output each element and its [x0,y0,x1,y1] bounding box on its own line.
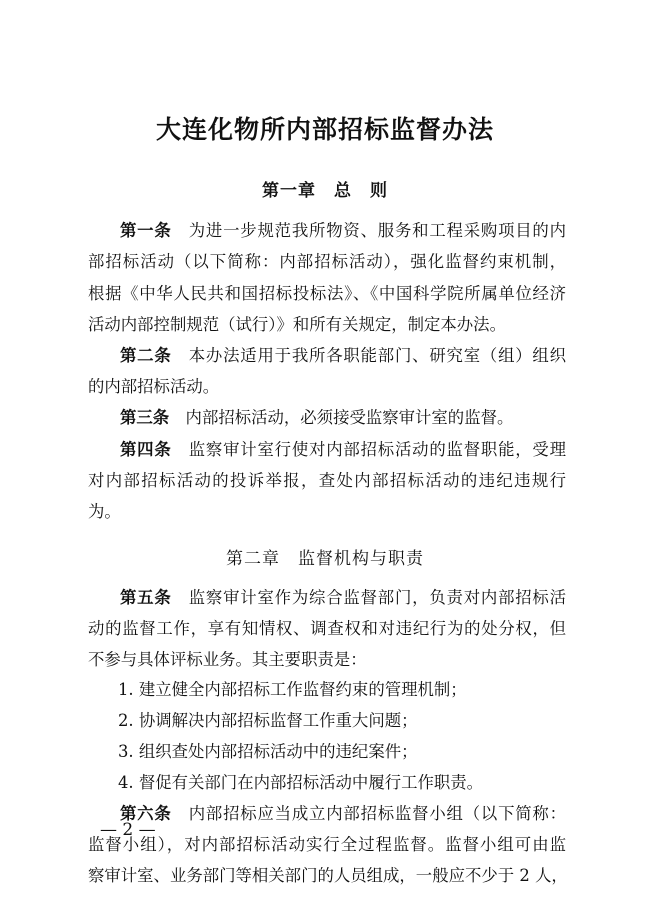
article-3-label: 第三条 [120,408,170,427]
document-title: 大连化物所内部招标监督办法 [155,115,494,144]
article-5-line-3: 不参与具体评标业务。其主要职责是： [88,650,367,669]
article-5-item-3: 3. 组织查处内部招标活动中的违纪案件； [118,742,418,761]
article-4-line-3: 为。 [88,502,121,521]
article-5-item-2: 2. 协调解决内部招标监督工作重大问题； [118,711,418,730]
article-6-line-3: 察审计室、业务部门等相关部门的人员组成，一般应不少于 2 人， [88,866,568,885]
article-1-text: 为进一步规范我所物资、服务和工程采购项目的内 [171,221,567,240]
article-1-line-4: 活动内部控制规范（试行）》和所有关规定，制定本办法。 [88,315,506,334]
chapter-1-heading: 第一章 总 则 [262,181,388,201]
article-3-text: 内部招标活动，必须接受监察审计室的监督。 [169,408,514,427]
article-5-item-4: 4. 督促有关部门在内部招标活动中履行工作职责。 [118,773,484,792]
article-2-first-line [120,340,566,372]
article-5-first-line [120,582,566,614]
article-1-first-line [120,215,566,247]
article-6-line-2: 监督小组），对内部招标活动实行全过程监督。监督小组可由监 [88,835,566,854]
article-5-line-2: 动的监督工作，享有知情权、调查权和对违纪行为的处分权，但 [88,619,566,638]
article-5-text: 监察审计室作为综合监督部门，负责对内部招标活 [171,588,567,607]
article-4-text: 监察审计室行使对内部招标活动的监督职能，受理 [171,440,567,459]
article-1-label: 第一条 [120,221,172,240]
article-4-label: 第四条 [120,440,172,459]
article-6-first-line [120,798,566,830]
article-6-label: 第六条 [120,804,172,823]
article-1-line-3: 根据《中华人民共和国招标投标法》、《中国科学院所属单位经济 [88,284,566,303]
article-1-line-2: 部招标活动（以下简称：内部招标活动），强化监督约束机制， [88,252,566,271]
article-2-text: 本办法适用于我所各职能部门、研究室（组）组织 [171,346,567,365]
article-4-line-2: 对内部招标活动的投诉举报，查处内部招标活动的违纪违规行 [88,471,566,490]
article-5-label: 第五条 [120,588,172,607]
article-4-first-line [120,434,566,466]
article-5-item-1: 1. 建立健全内部招标工作监督约束的管理机制； [118,680,467,699]
article-2-line-2: 的内部招标活动。 [88,377,220,396]
chapter-2-heading: 第二章 监督机构与职责 [226,549,424,569]
article-3-first-line [120,402,566,434]
page-number: — 2 — [100,820,156,840]
article-2-label: 第二条 [120,346,172,365]
article-6-text: 内部招标应当成立内部招标监督小组（以下简称： [171,804,567,823]
